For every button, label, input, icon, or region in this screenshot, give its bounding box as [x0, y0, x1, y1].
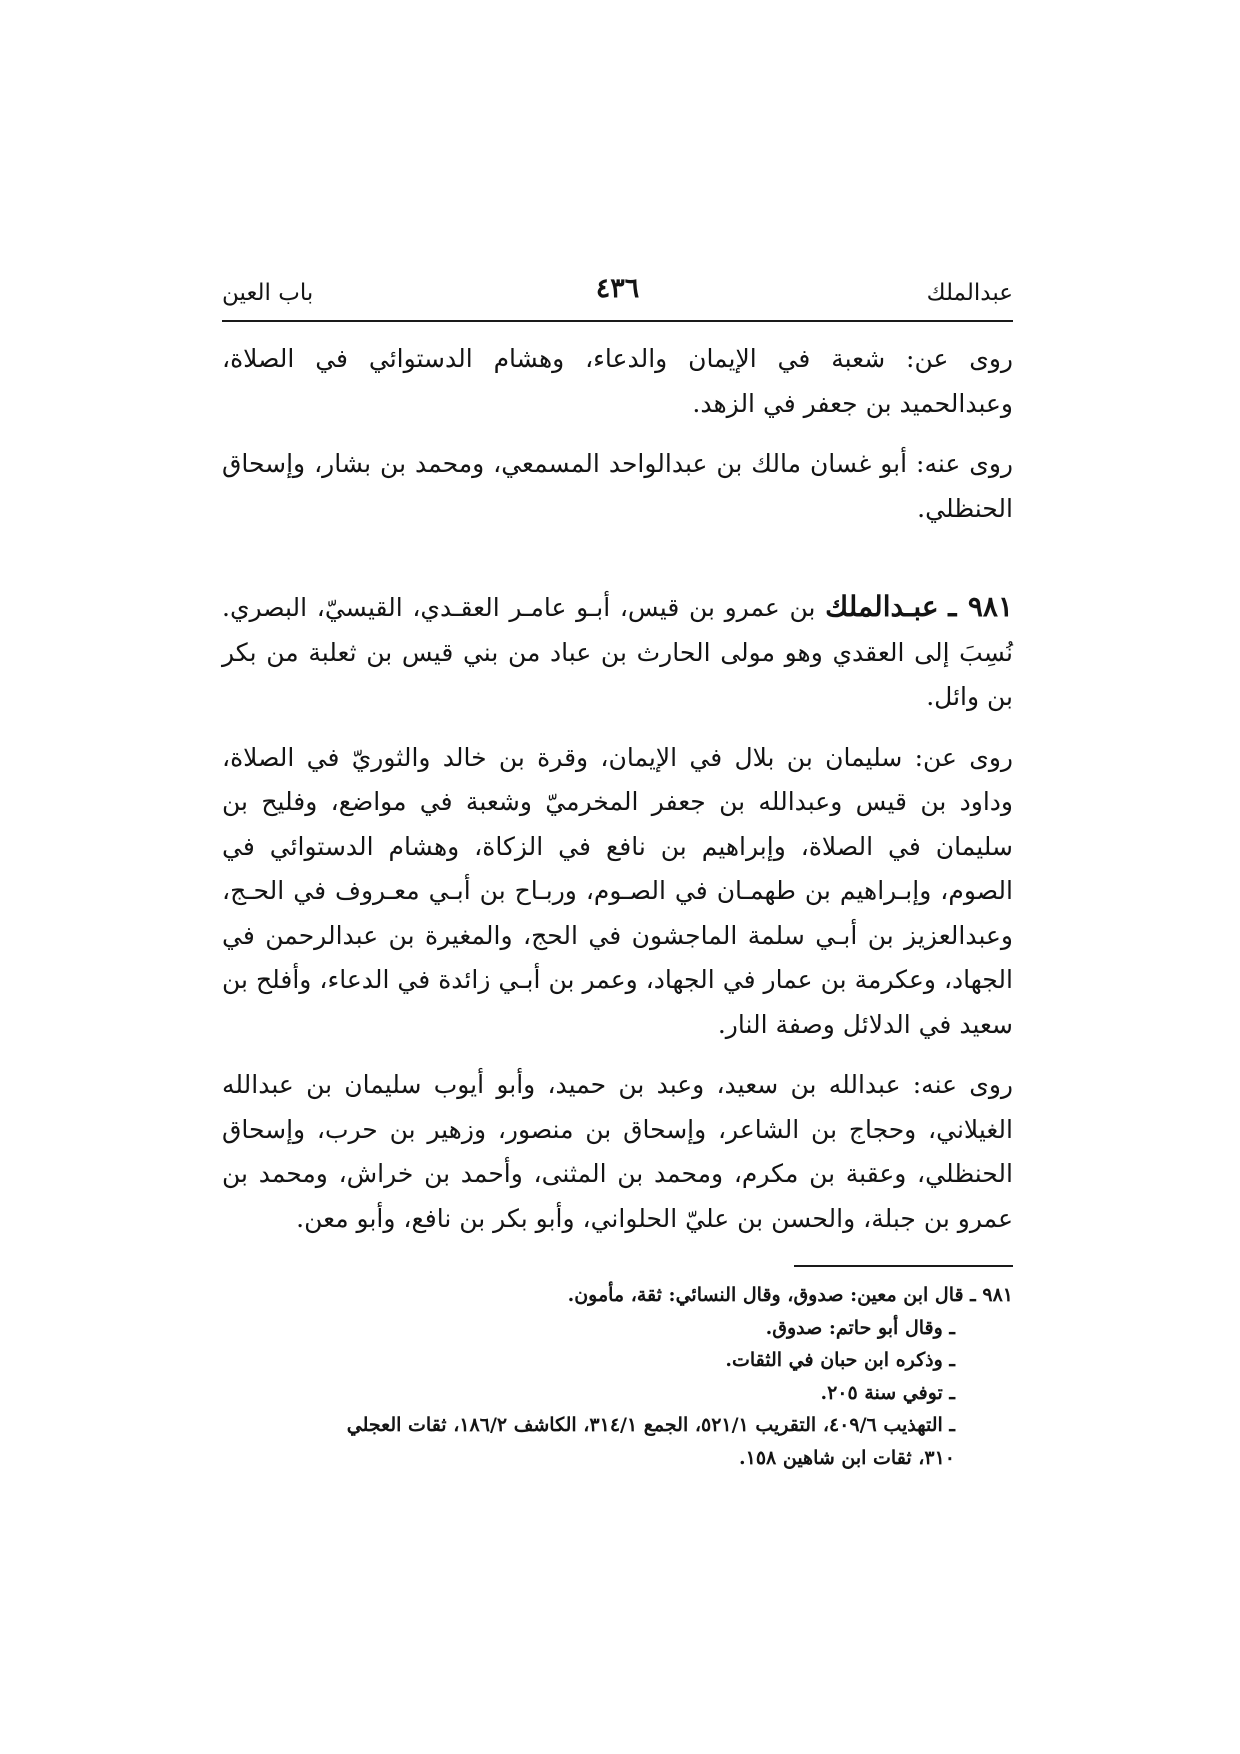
narrated-by-paragraph: روى عنه: أبو غسان مالك بن عبدالواحد المسمعي، ومحمد بن بشار، وإسحاق الحنظلي. — [222, 449, 1013, 523]
header-rule — [222, 320, 1013, 322]
footnotes — [222, 1279, 1013, 1474]
footnote-rule — [794, 1265, 1013, 1267]
entry-name: عبـدالملك — [825, 590, 939, 623]
footnote-line: ـ وقال أبو حاتم: صدوق. — [765, 1316, 955, 1339]
narrated-from-paragraph: روى عن: شعبة في الإيمان والدعاء، وهشام الدستوائي في الصلاة، وعبدالحميد بن جعفر في الزهد. — [222, 344, 1013, 418]
footnote-line: ٩٨١ ـ قال ابن معين: صدوق، وقال النسائي: ثقة، مأمون. — [567, 1284, 1013, 1306]
entry-paragraph — [222, 585, 1013, 720]
footnote-line: ـ توفي سنة ٢٠٥. — [820, 1381, 955, 1404]
footnote-line: ٣١٠، ثقات ابن شاهين ١٥٨. — [739, 1446, 955, 1469]
entry-number: ٩٨١ ـ — [948, 590, 1013, 623]
page-number: ٤٣٦ — [595, 273, 640, 304]
footnote-line: ـ وذكره ابن حبان في الثقات. — [725, 1349, 955, 1371]
running-head-entry-name: عبدالملك — [926, 280, 1013, 306]
entry-text: بن عمرو بن قيس، أبـو عامـر العقـدي، القيسيّ، البصري. نُسِبَ إلى العقدي وهو مولى الحارث بن عباد من بني قيس بن ثعلبة من بكر بن وائل. — [222, 593, 1013, 711]
running-head — [222, 270, 1013, 318]
entry-narrated-from-paragraph: روى عن: سليمان بن بلال في الإيمان، وقرة بن خالد والثوريّ في الصلاة، وداود بن قيس وعبدالله بن جعفر المخرميّ وشعبة في مواضع، وفليح بن سليمان في الصلاة، وإبراهيم بن نافع في الزكاة، وهشام الدستوائي في الصوم، وإبـراهيم بن طهمـان في الصـوم، وربـاح بن أبـي معـروف في الحـج، وعبدالعزيز بن أبـي سلمة الماجشون في الحج، والمغيرة بن عبدالرحمن في الجهاد، وعكرمة بن عمار في الجهاد، وعمر بن أبـي زائدة في الدعاء، وأفلح بن سعيد في الدلائل وصفة النار. — [222, 742, 1013, 1039]
entry-narrated-by-paragraph: روى عنه: عبدالله بن سعيد، وعبد بن حميد، وأبو أيوب سليمان بن عبدالله الغيلاني، وحجاج بن الشاعر، وإسحاق بن منصور، وزهير بن حرب، وإسحاق الحنظلي، وعقبة بن مكرم، ومحمد بن المثنى، وأحمد بن خراش، ومحمد بن عمرو بن جبلة، والحسن بن عليّ الحلواني، وأبو بكر بن نافع، وأبو معن. — [222, 1070, 1013, 1233]
running-head-chapter: باب العين — [222, 280, 314, 306]
main-text — [222, 337, 1013, 1241]
footnote-line: ـ التهذيب ٤٠٩/٦، التقريب ٥٢١/١، الجمع ٣١٤/١، الكاشف ١٨٦/٢، ثقات العجلي — [346, 1414, 955, 1436]
